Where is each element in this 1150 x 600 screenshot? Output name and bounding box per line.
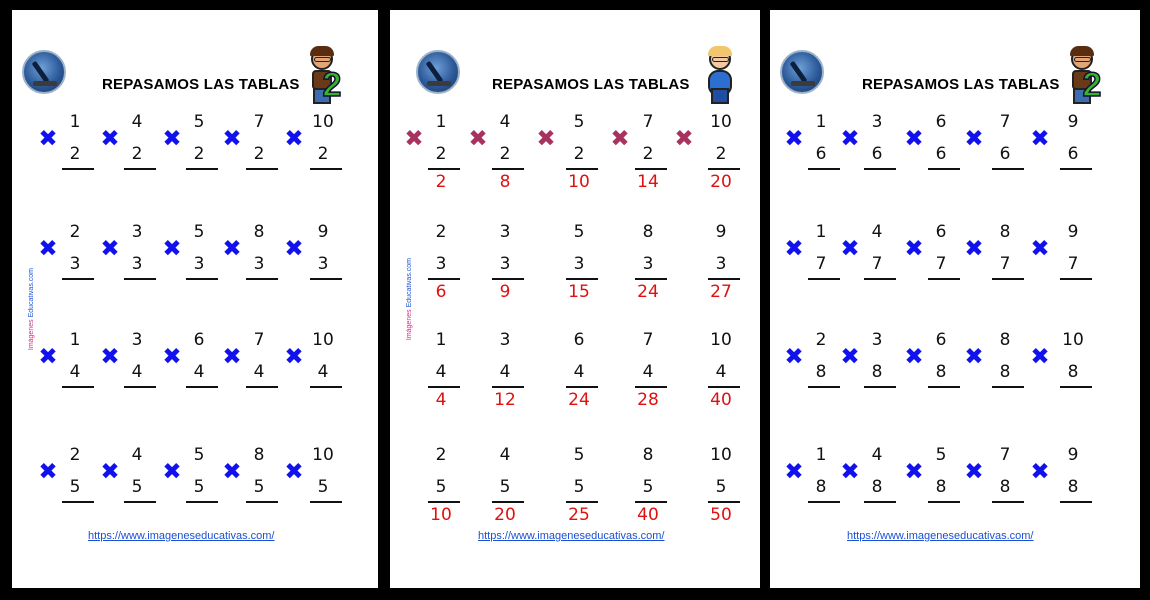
top-factor: 1 xyxy=(815,222,827,242)
multiply-icon: ✖ xyxy=(38,344,58,370)
multiply-icon: ✖ xyxy=(536,126,556,152)
bottom-factor: 8 xyxy=(999,477,1011,497)
answer-line xyxy=(124,386,156,388)
answer-line xyxy=(246,168,278,170)
watermark: Imágenes Educativas.com xyxy=(28,268,35,351)
top-factor: 6 xyxy=(573,330,585,350)
bottom-factor: 4 xyxy=(642,362,654,382)
bottom-factor: 6 xyxy=(999,144,1011,164)
top-factor: 2 xyxy=(69,222,81,242)
multiply-icon: ✖ xyxy=(840,236,860,262)
worksheet-title: REPASAMOS LAS TABLAS xyxy=(102,76,300,93)
bottom-factor: 8 xyxy=(999,362,1011,382)
answer-line xyxy=(124,501,156,503)
worksheet-2-answers xyxy=(390,10,760,588)
bottom-factor: 4 xyxy=(253,362,265,382)
answer-line xyxy=(186,168,218,170)
bottom-factor: 2 xyxy=(317,144,329,164)
multiply-icon: ✖ xyxy=(904,459,924,485)
top-factor: 10 xyxy=(312,112,334,132)
footer-link[interactable]: https://www.imageneseducativas.com/ xyxy=(478,530,665,542)
answer-line xyxy=(708,168,740,170)
top-factor: 9 xyxy=(715,222,727,242)
product-answer: 2 xyxy=(435,172,447,192)
bottom-factor: 4 xyxy=(131,362,143,382)
answer-line xyxy=(808,386,840,388)
bottom-factor: 4 xyxy=(317,362,329,382)
answer-line xyxy=(635,168,667,170)
top-factor: 5 xyxy=(193,222,205,242)
product-answer: 50 xyxy=(710,505,732,525)
top-factor: 6 xyxy=(193,330,205,350)
bottom-factor: 4 xyxy=(69,362,81,382)
product-answer: 28 xyxy=(637,390,659,410)
worksheet-1 xyxy=(12,10,378,588)
multiply-icon: ✖ xyxy=(100,459,120,485)
top-factor: 10 xyxy=(312,445,334,465)
top-factor: 7 xyxy=(642,330,654,350)
answer-line xyxy=(928,168,960,170)
product-answer: 25 xyxy=(568,505,590,525)
multiply-icon: ✖ xyxy=(964,344,984,370)
product-answer: 20 xyxy=(710,172,732,192)
bottom-factor: 6 xyxy=(935,144,947,164)
top-factor: 4 xyxy=(131,112,143,132)
bottom-factor: 3 xyxy=(69,254,81,274)
top-factor: 1 xyxy=(815,445,827,465)
top-factor: 4 xyxy=(871,445,883,465)
top-factor: 3 xyxy=(131,330,143,350)
top-factor: 6 xyxy=(935,222,947,242)
top-factor: 7 xyxy=(253,330,265,350)
multiply-icon: ✖ xyxy=(840,126,860,152)
top-factor: 7 xyxy=(999,112,1011,132)
bottom-factor: 5 xyxy=(193,477,205,497)
answer-line xyxy=(635,386,667,388)
answer-line xyxy=(492,168,524,170)
multiply-icon: ✖ xyxy=(38,459,58,485)
multiply-icon: ✖ xyxy=(284,459,304,485)
multiply-icon: ✖ xyxy=(964,126,984,152)
multiply-icon: ✖ xyxy=(674,126,694,152)
bottom-factor: 4 xyxy=(193,362,205,382)
answer-line xyxy=(62,278,94,280)
answer-line xyxy=(186,386,218,388)
multiply-icon: ✖ xyxy=(162,344,182,370)
bottom-factor: 2 xyxy=(642,144,654,164)
bottom-factor: 4 xyxy=(499,362,511,382)
answer-line xyxy=(864,278,896,280)
multiply-icon: ✖ xyxy=(610,126,630,152)
bottom-factor: 3 xyxy=(317,254,329,274)
top-factor: 1 xyxy=(435,112,447,132)
multiply-icon: ✖ xyxy=(784,344,804,370)
multiply-icon: ✖ xyxy=(284,126,304,152)
worksheet-title: REPASAMOS LAS TABLAS xyxy=(862,76,1060,93)
bottom-factor: 3 xyxy=(642,254,654,274)
answer-line xyxy=(124,168,156,170)
top-factor: 2 xyxy=(435,222,447,242)
product-answer: 27 xyxy=(710,282,732,302)
top-factor: 1 xyxy=(69,112,81,132)
multiply-icon: ✖ xyxy=(100,344,120,370)
bottom-factor: 8 xyxy=(1067,477,1079,497)
answer-line xyxy=(928,501,960,503)
bottom-factor: 5 xyxy=(317,477,329,497)
answer-line xyxy=(310,501,342,503)
multiply-icon: ✖ xyxy=(468,126,488,152)
answer-line xyxy=(635,501,667,503)
answer-line xyxy=(428,386,460,388)
top-factor: 9 xyxy=(1067,445,1079,465)
answer-line xyxy=(310,386,342,388)
top-factor: 4 xyxy=(871,222,883,242)
bottom-factor: 7 xyxy=(935,254,947,274)
answer-line xyxy=(566,278,598,280)
multiply-icon: ✖ xyxy=(964,236,984,262)
bottom-factor: 3 xyxy=(131,254,143,274)
bottom-factor: 8 xyxy=(871,477,883,497)
worksheet-title: REPASAMOS LAS TABLAS xyxy=(492,76,690,93)
answer-line xyxy=(808,168,840,170)
multiply-icon: ✖ xyxy=(964,459,984,485)
top-factor: 4 xyxy=(499,112,511,132)
bottom-factor: 2 xyxy=(715,144,727,164)
multiply-icon: ✖ xyxy=(1030,236,1050,262)
answer-line xyxy=(492,386,524,388)
footer-link[interactable]: https://www.imageneseducativas.com/ xyxy=(847,530,1034,542)
answer-line xyxy=(635,278,667,280)
multiply-icon: ✖ xyxy=(222,459,242,485)
top-factor: 1 xyxy=(815,112,827,132)
product-answer: 10 xyxy=(430,505,452,525)
answer-line xyxy=(62,501,94,503)
bottom-factor: 8 xyxy=(815,477,827,497)
kid-holding-ball-icon xyxy=(700,48,740,106)
pencil-globe-logo-icon xyxy=(780,50,824,94)
top-factor: 7 xyxy=(642,112,654,132)
answer-line xyxy=(310,278,342,280)
answer-line xyxy=(310,168,342,170)
bottom-factor: 2 xyxy=(435,144,447,164)
top-factor: 8 xyxy=(999,222,1011,242)
bottom-factor: 2 xyxy=(69,144,81,164)
multiply-icon: ✖ xyxy=(784,126,804,152)
top-factor: 5 xyxy=(573,445,585,465)
multiply-icon: ✖ xyxy=(222,236,242,262)
answer-line xyxy=(1060,386,1092,388)
top-factor: 7 xyxy=(999,445,1011,465)
multiply-icon: ✖ xyxy=(840,344,860,370)
top-factor: 3 xyxy=(499,222,511,242)
top-factor: 2 xyxy=(815,330,827,350)
top-factor: 8 xyxy=(999,330,1011,350)
answer-line xyxy=(992,386,1024,388)
top-factor: 8 xyxy=(642,222,654,242)
answer-line xyxy=(124,278,156,280)
answer-line xyxy=(566,386,598,388)
top-factor: 10 xyxy=(710,112,732,132)
multiply-icon: ✖ xyxy=(38,236,58,262)
multiply-icon: ✖ xyxy=(284,344,304,370)
top-factor: 2 xyxy=(69,445,81,465)
kid-holding-number-2-icon: 2 xyxy=(302,48,342,106)
multiply-icon: ✖ xyxy=(904,126,924,152)
bottom-factor: 7 xyxy=(871,254,883,274)
answer-line xyxy=(428,501,460,503)
answer-line xyxy=(492,278,524,280)
product-answer: 40 xyxy=(637,505,659,525)
bottom-factor: 4 xyxy=(573,362,585,382)
answer-line xyxy=(928,278,960,280)
product-answer: 10 xyxy=(568,172,590,192)
multiply-icon: ✖ xyxy=(904,236,924,262)
multiply-icon: ✖ xyxy=(784,459,804,485)
product-answer: 24 xyxy=(637,282,659,302)
product-answer: 24 xyxy=(568,390,590,410)
answer-line xyxy=(246,386,278,388)
top-factor: 1 xyxy=(435,330,447,350)
bottom-factor: 8 xyxy=(815,362,827,382)
worksheet-3 xyxy=(770,10,1140,588)
top-factor: 1 xyxy=(69,330,81,350)
kid-holding-number-2-icon: 2 xyxy=(1062,48,1102,106)
answer-line xyxy=(864,501,896,503)
multiply-icon: ✖ xyxy=(100,236,120,262)
answer-line xyxy=(566,501,598,503)
multiply-icon: ✖ xyxy=(222,126,242,152)
product-answer: 20 xyxy=(494,505,516,525)
product-answer: 4 xyxy=(435,390,447,410)
top-factor: 6 xyxy=(935,112,947,132)
top-factor: 6 xyxy=(935,330,947,350)
bottom-factor: 8 xyxy=(935,477,947,497)
multiply-icon: ✖ xyxy=(284,236,304,262)
answer-line xyxy=(992,278,1024,280)
bottom-factor: 5 xyxy=(69,477,81,497)
bottom-factor: 8 xyxy=(871,362,883,382)
answer-line xyxy=(808,501,840,503)
bottom-factor: 5 xyxy=(253,477,265,497)
top-factor: 10 xyxy=(312,330,334,350)
top-factor: 2 xyxy=(435,445,447,465)
bottom-factor: 5 xyxy=(642,477,654,497)
answer-line xyxy=(864,168,896,170)
top-factor: 9 xyxy=(317,222,329,242)
product-answer: 12 xyxy=(494,390,516,410)
bottom-factor: 6 xyxy=(815,144,827,164)
top-factor: 3 xyxy=(871,112,883,132)
multiply-icon: ✖ xyxy=(784,236,804,262)
answer-line xyxy=(1060,278,1092,280)
multiply-icon: ✖ xyxy=(840,459,860,485)
footer-link[interactable]: https://www.imageneseducativas.com/ xyxy=(88,530,275,542)
multiply-icon: ✖ xyxy=(100,126,120,152)
top-factor: 3 xyxy=(871,330,883,350)
multiply-icon: ✖ xyxy=(1030,126,1050,152)
top-factor: 5 xyxy=(193,445,205,465)
top-factor: 4 xyxy=(499,445,511,465)
answer-line xyxy=(492,501,524,503)
pencil-globe-logo-icon xyxy=(416,50,460,94)
bottom-factor: 5 xyxy=(715,477,727,497)
watermark: Imágenes Educativas.com xyxy=(406,258,413,341)
top-factor: 5 xyxy=(935,445,947,465)
bottom-factor: 2 xyxy=(573,144,585,164)
bottom-factor: 3 xyxy=(573,254,585,274)
bottom-factor: 7 xyxy=(1067,254,1079,274)
answer-line xyxy=(1060,168,1092,170)
multiply-icon: ✖ xyxy=(1030,344,1050,370)
multiply-icon: ✖ xyxy=(162,126,182,152)
multiply-icon: ✖ xyxy=(904,344,924,370)
bottom-factor: 2 xyxy=(499,144,511,164)
top-factor: 5 xyxy=(573,222,585,242)
top-factor: 5 xyxy=(193,112,205,132)
product-answer: 40 xyxy=(710,390,732,410)
top-factor: 8 xyxy=(642,445,654,465)
bottom-factor: 3 xyxy=(193,254,205,274)
answer-line xyxy=(928,386,960,388)
answer-line xyxy=(708,278,740,280)
answer-line xyxy=(186,501,218,503)
top-factor: 9 xyxy=(1067,222,1079,242)
bottom-factor: 7 xyxy=(815,254,827,274)
top-factor: 5 xyxy=(573,112,585,132)
answer-line xyxy=(428,278,460,280)
bottom-factor: 5 xyxy=(499,477,511,497)
multiply-icon: ✖ xyxy=(38,126,58,152)
answer-line xyxy=(992,501,1024,503)
bottom-factor: 2 xyxy=(193,144,205,164)
bottom-factor: 3 xyxy=(253,254,265,274)
product-answer: 15 xyxy=(568,282,590,302)
top-factor: 9 xyxy=(1067,112,1079,132)
top-factor: 3 xyxy=(499,330,511,350)
answer-line xyxy=(708,386,740,388)
bottom-factor: 6 xyxy=(871,144,883,164)
product-answer: 9 xyxy=(499,282,511,302)
bottom-factor: 3 xyxy=(499,254,511,274)
bottom-factor: 2 xyxy=(131,144,143,164)
top-factor: 3 xyxy=(131,222,143,242)
bottom-factor: 8 xyxy=(1067,362,1079,382)
bottom-factor: 4 xyxy=(435,362,447,382)
bottom-factor: 5 xyxy=(573,477,585,497)
answer-line xyxy=(566,168,598,170)
product-answer: 8 xyxy=(499,172,511,192)
multiply-icon: ✖ xyxy=(404,126,424,152)
bottom-factor: 2 xyxy=(253,144,265,164)
multiply-icon: ✖ xyxy=(162,459,182,485)
bottom-factor: 3 xyxy=(435,254,447,274)
answer-line xyxy=(62,168,94,170)
pencil-globe-logo-icon xyxy=(22,50,66,94)
bottom-factor: 4 xyxy=(715,362,727,382)
multiply-icon: ✖ xyxy=(222,344,242,370)
answer-line xyxy=(808,278,840,280)
top-factor: 8 xyxy=(253,222,265,242)
answer-line xyxy=(62,386,94,388)
bottom-factor: 5 xyxy=(131,477,143,497)
answer-line xyxy=(864,386,896,388)
answer-line xyxy=(246,501,278,503)
bottom-factor: 5 xyxy=(435,477,447,497)
top-factor: 10 xyxy=(1062,330,1084,350)
answer-line xyxy=(428,168,460,170)
answer-line xyxy=(708,501,740,503)
bottom-factor: 7 xyxy=(999,254,1011,274)
product-answer: 6 xyxy=(435,282,447,302)
top-factor: 10 xyxy=(710,330,732,350)
bottom-factor: 3 xyxy=(715,254,727,274)
top-factor: 10 xyxy=(710,445,732,465)
answer-line xyxy=(1060,501,1092,503)
top-factor: 7 xyxy=(253,112,265,132)
multiply-icon: ✖ xyxy=(1030,459,1050,485)
bottom-factor: 8 xyxy=(935,362,947,382)
top-factor: 4 xyxy=(131,445,143,465)
product-answer: 14 xyxy=(637,172,659,192)
bottom-factor: 6 xyxy=(1067,144,1079,164)
answer-line xyxy=(186,278,218,280)
top-factor: 8 xyxy=(253,445,265,465)
multiply-icon: ✖ xyxy=(162,236,182,262)
answer-line xyxy=(992,168,1024,170)
answer-line xyxy=(246,278,278,280)
